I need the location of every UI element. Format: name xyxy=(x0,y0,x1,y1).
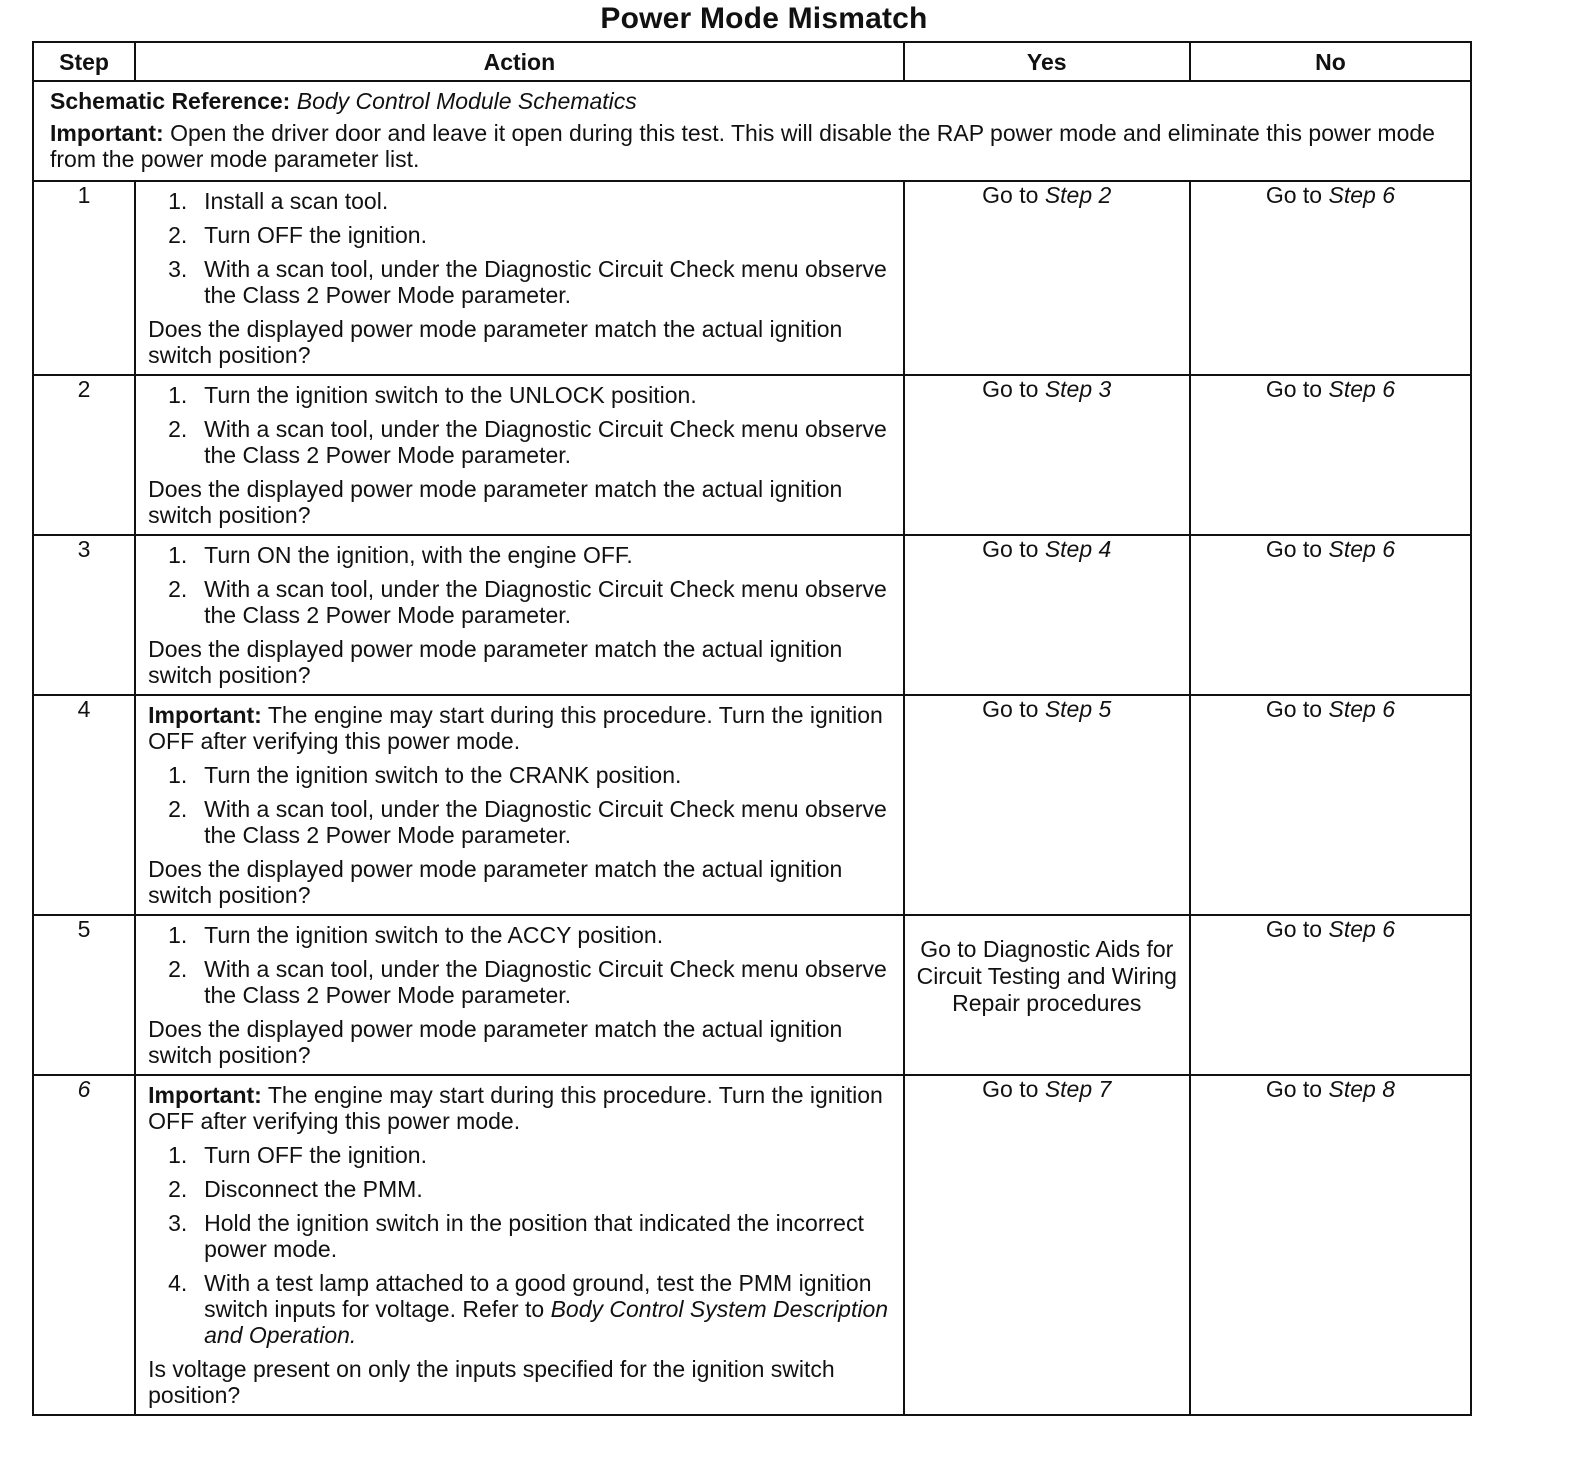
important-label: Important: xyxy=(148,702,262,728)
header-step: Step xyxy=(33,42,135,81)
list-item: 1. Turn ON the ignition, with the engine OFF. xyxy=(168,542,633,568)
no-result: Go to Step 8 xyxy=(1190,1075,1471,1415)
list-item: 3. Hold the ignition switch in the position that indicated the incorrect power mode. xyxy=(168,1210,864,1262)
no-result: Go to Step 6 xyxy=(1190,181,1471,375)
action-list xyxy=(148,542,891,628)
important-text: Open the driver door and leave it open during this test. This will disable the RAP power mode and eliminate this power mode from the power mode parameter list. xyxy=(50,120,1435,172)
table-row xyxy=(33,375,1471,535)
step-number: 5 xyxy=(33,915,135,1075)
step-number: 1 xyxy=(33,181,135,375)
step-number: 6 xyxy=(33,1075,135,1415)
schematic-cell xyxy=(33,81,1471,181)
action-list xyxy=(148,188,891,308)
step-action xyxy=(135,535,904,695)
step-action xyxy=(135,915,904,1075)
schematic-reference xyxy=(50,88,1456,114)
important-note xyxy=(50,120,1456,172)
step-link: Step 6 xyxy=(1328,696,1395,722)
table-row xyxy=(33,535,1471,695)
list-item: 2. With a scan tool, under the Diagnostic Circuit Check menu observe the Class 2 Power Mode parameter. xyxy=(168,416,887,468)
action-list xyxy=(148,922,891,1008)
header-yes: Yes xyxy=(904,42,1190,81)
step-link: Step 3 xyxy=(1044,376,1112,402)
action-list xyxy=(148,1142,891,1348)
yes-result: Go to Step 2 xyxy=(904,181,1190,375)
action-list xyxy=(148,762,891,848)
step-question: Does the displayed power mode parameter match the actual ignition switch position? xyxy=(148,476,843,528)
no-result: Go to Step 6 xyxy=(1190,375,1471,535)
important-note xyxy=(148,1082,891,1134)
step-question: Does the displayed power mode parameter match the actual ignition switch position? xyxy=(148,856,843,908)
step-question: Is voltage present on only the inputs specified for the ignition switch position? xyxy=(148,1356,835,1408)
schematic-row xyxy=(33,81,1471,181)
list-item: 2. With a scan tool, under the Diagnostic Circuit Check menu observe the Class 2 Power Mode parameter. xyxy=(168,796,887,848)
yes-result: Go to Step 5 xyxy=(904,695,1190,915)
step-action xyxy=(135,181,904,375)
procedure-table xyxy=(32,41,1472,1416)
step-link: Step 6 xyxy=(1328,536,1395,562)
table-row xyxy=(33,181,1471,375)
important-label: Important: xyxy=(148,1082,262,1108)
step-link: Step 2 xyxy=(1044,182,1112,208)
step-question: Does the displayed power mode parameter match the actual ignition switch position? xyxy=(148,636,843,688)
schematic-reference-link: Body Control Module Schematics xyxy=(296,88,637,114)
table-row xyxy=(33,1075,1471,1415)
step-link: Step 6 xyxy=(1328,376,1395,402)
step-link: Step 5 xyxy=(1044,696,1112,722)
header-action: Action xyxy=(135,42,904,81)
list-item: 2. With a scan tool, under the Diagnostic Circuit Check menu observe the Class 2 Power Mode parameter. xyxy=(168,576,887,628)
step-action xyxy=(135,695,904,915)
list-item: 2. Disconnect the PMM. xyxy=(168,1176,423,1202)
important-note xyxy=(148,702,891,754)
no-result: Go to Step 6 xyxy=(1190,535,1471,695)
step-action xyxy=(135,1075,904,1415)
list-item: 1. Turn the ignition switch to the CRANK position. xyxy=(168,762,682,788)
step-number: 4 xyxy=(33,695,135,915)
step-link: Step 6 xyxy=(1328,916,1395,942)
step-question: Does the displayed power mode parameter match the actual ignition switch position? xyxy=(148,1016,843,1068)
list-item: 1. Turn OFF the ignition. xyxy=(168,1142,427,1168)
step-number: 2 xyxy=(33,375,135,535)
step-question: Does the displayed power mode parameter match the actual ignition switch position? xyxy=(148,316,843,368)
list-item: 3. With a scan tool, under the Diagnostic Circuit Check menu observe the Class 2 Power Mode parameter. xyxy=(168,256,887,308)
schematic-reference-label: Schematic Reference: xyxy=(50,88,291,114)
list-item: 1. Install a scan tool. xyxy=(168,188,389,214)
header-row xyxy=(33,42,1471,81)
list-item: 1. Turn the ignition switch to the UNLOCK position. xyxy=(168,382,697,408)
list-item: 1. Turn the ignition switch to the ACCY position. xyxy=(168,922,664,948)
list-item: 2. Turn OFF the ignition. xyxy=(168,222,427,248)
list-item: 4. With a test lamp attached to a good ground, test the PMM ignition switch inputs for voltage. Refer to Body Control System Description and Operation. xyxy=(168,1270,889,1348)
action-list xyxy=(148,382,891,468)
step-action xyxy=(135,375,904,535)
yes-result: Go to Diagnostic Aids for Circuit Testing and Wiring Repair procedures xyxy=(904,915,1190,1075)
yes-result: Go to Step 7 xyxy=(904,1075,1190,1415)
step-number: 3 xyxy=(33,535,135,695)
yes-result: Go to Step 4 xyxy=(904,535,1190,695)
step-link: Step 6 xyxy=(1328,182,1395,208)
important-label: Important: xyxy=(50,120,164,146)
table-row xyxy=(33,695,1471,915)
header-no: No xyxy=(1190,42,1471,81)
yes-result: Go to Step 3 xyxy=(904,375,1190,535)
important-text: The engine may start during this procedure. Turn the ignition OFF after verifying this power mode. xyxy=(148,702,883,754)
step-link: Step 7 xyxy=(1044,1076,1112,1102)
step-link: Step 4 xyxy=(1044,536,1112,562)
important-text: The engine may start during this procedure. Turn the ignition OFF after verifying this power mode. xyxy=(148,1082,883,1134)
no-result: Go to Step 6 xyxy=(1190,695,1471,915)
list-item: 2. With a scan tool, under the Diagnostic Circuit Check menu observe the Class 2 Power Mode parameter. xyxy=(168,956,887,1008)
page-title: Power Mode Mismatch xyxy=(600,2,928,35)
no-result: Go to Step 6 xyxy=(1190,915,1471,1075)
reference-link: Body Control System Description and Operation. xyxy=(204,1296,889,1348)
step-link: Step 8 xyxy=(1328,1076,1395,1102)
table-row xyxy=(33,915,1471,1075)
